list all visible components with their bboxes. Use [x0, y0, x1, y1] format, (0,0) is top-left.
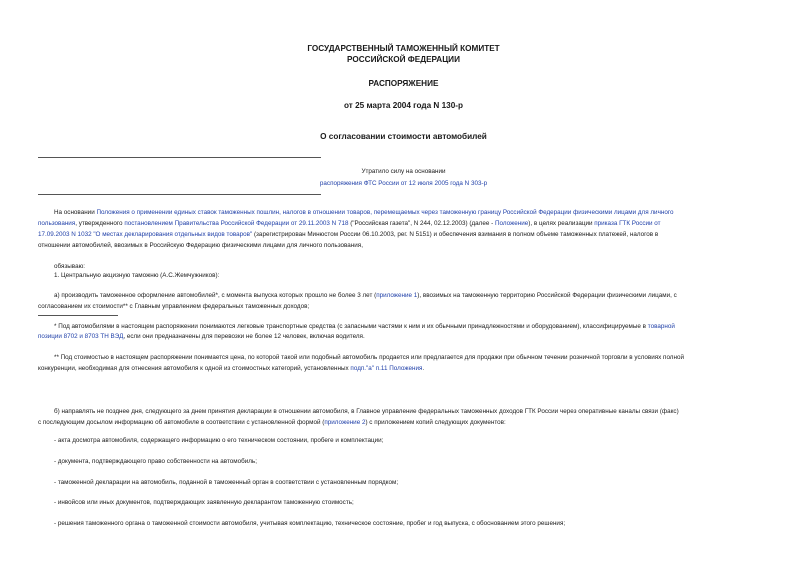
gtk-order-link[interactable]: приказа ГТК России от: [594, 220, 661, 227]
preamble-text: ), в целях реализации: [528, 220, 595, 227]
item-b-line: [38, 419, 506, 427]
repeal-note: Утратило силу на основании: [361, 168, 446, 175]
footnote-2-text: .: [422, 365, 425, 372]
list-item: - таможенной декларации на автомобиль, поданной в таможенный орган в соответствии с установленным порядком;: [54, 479, 399, 486]
document-subject: О согласовании стоимости автомобилей: [320, 132, 487, 141]
preamble-line: отношении автомобилей, ввозимых в Российскую Федерацию физическими лицами для личного пользования,: [38, 242, 363, 249]
document-type: РАСПОРЯЖЕНИЕ: [368, 79, 439, 88]
regulation-clause-link[interactable]: подп."а" п.11 Положения: [350, 365, 423, 372]
item-a-line: [54, 292, 677, 300]
footnote-2-line: [38, 365, 424, 373]
item-a-line: согласованием их стоимости** с Главным управлением федеральных таможенных доходов;: [38, 303, 310, 310]
separator-rule: [38, 194, 321, 195]
regulation-link[interactable]: Положения о применении единых ставок таможенных пошлин, налогов в отношении товаров, перемещаемых через таможенную границу Российской Федерации физическими лицами для личного: [96, 209, 674, 216]
org-name-line2: РОССИЙСКОЙ ФЕДЕРАЦИИ: [347, 55, 460, 64]
list-item: - решения таможенного органа о таможенной стоимости автомобиля, учитывая комплектацию, техническое состояние, пробег и год выпуска, с обоснованием этого решения;: [54, 520, 566, 527]
footnote-1-line: [54, 323, 675, 331]
item-a-text: ), ввозимых на таможенную территорию Российской Федерации физическими лицами, с: [417, 292, 677, 299]
org-name-line1: ГОСУДАРСТВЕННЫЙ ТАМОЖЕННЫЙ КОМИТЕТ: [307, 44, 500, 53]
item-b-text: с последующим досылом информацию об автомобиле в соответствии с установленной формой (: [38, 419, 325, 426]
preamble-text: На основании: [54, 209, 97, 216]
preamble-text: ("Российская газета", N 244, 02.12.2003) (далее -: [348, 220, 495, 227]
item-b-text: ) с приложением копий следующих документов:: [365, 419, 506, 426]
footnote-1-text: * Под автомобилями в настоящем распоряжении понимаются легковые транспортные средства (с запасными частями к ним и их обычными принадлежностями и оборудованием), классифицируемые в: [54, 323, 648, 330]
regulation-short-link[interactable]: Положение: [494, 220, 529, 227]
item-a-text: а) производить таможенное оформление автомобилей*, с момента выпуска которых прошло не более 3 лет (: [54, 292, 377, 299]
preamble-line: [38, 231, 658, 239]
footnote-1-line: [38, 333, 365, 341]
tn-ved-link[interactable]: позиции 8702 и 8703 ТН ВЭД: [38, 333, 124, 340]
document-date: от 25 марта 2004 года N 130-р: [344, 101, 463, 110]
preamble-text: (зарегистрирован Минюстом России 06.10.2003, рег. N 5151) и обеспечения взимания в полном объеме таможенных платежей, налогов в: [252, 231, 659, 238]
appendix-2-link[interactable]: приложение 2: [324, 419, 366, 426]
repeal-link[interactable]: распоряжения ФТС России от 12 июля 2005 года N 303-р: [319, 180, 488, 187]
government-decree-link[interactable]: постановлением Правительства Российской Федерации от 29.11.2003 N 718: [124, 220, 349, 227]
preamble-line: [54, 209, 674, 217]
preamble-text: , утвержденного: [75, 220, 125, 227]
list-item: - акта досмотра автомобиля, содержащего информацию о его техническом состоянии, пробеге и комплектации;: [54, 437, 384, 444]
footnote-1-text: , если они предназначены для перевозки не более 12 человек, включая водителя.: [123, 333, 365, 340]
appendix-1-link[interactable]: приложение 1: [376, 292, 418, 299]
footnote-rule: [38, 315, 118, 316]
regulation-link[interactable]: пользования: [38, 220, 76, 227]
list-item: - инвойсов или иных документов, подтверждающих заявленную декларантом таможенную стоимость;: [54, 499, 354, 506]
footnote-2-line: ** Под стоимостью в настоящем распоряжении понимается цена, по которой такой или подобный автомобиль продается или предлагается для продажи при обычном течении розничной торговли в условиях полной: [54, 354, 684, 361]
item-1: 1. Центральную акцизную таможню (А.С.Жемчужников):: [54, 272, 220, 279]
list-item: - документа, подтверждающего право собственности на автомобиль;: [54, 458, 257, 465]
tn-ved-link[interactable]: товарной: [647, 323, 675, 330]
gtk-order-link[interactable]: 17.09.2003 N 1032 "О местах декларирования отдельных видов товаров": [38, 231, 253, 238]
obligate-text: обязываю:: [54, 263, 86, 270]
preamble-line: [38, 220, 661, 228]
separator-rule: [38, 157, 321, 158]
item-b-line: б) направлять не позднее дня, следующего за днем принятия декларации в отношении автомобиля, в Главное управление федеральных таможенных доходов ГТК России через оперативные каналы связи (факс): [54, 408, 679, 415]
footnote-2-text: конкуренции, необходимая для отнесения автомобиля к одной из стоимостных категорий, установленных: [38, 365, 351, 372]
